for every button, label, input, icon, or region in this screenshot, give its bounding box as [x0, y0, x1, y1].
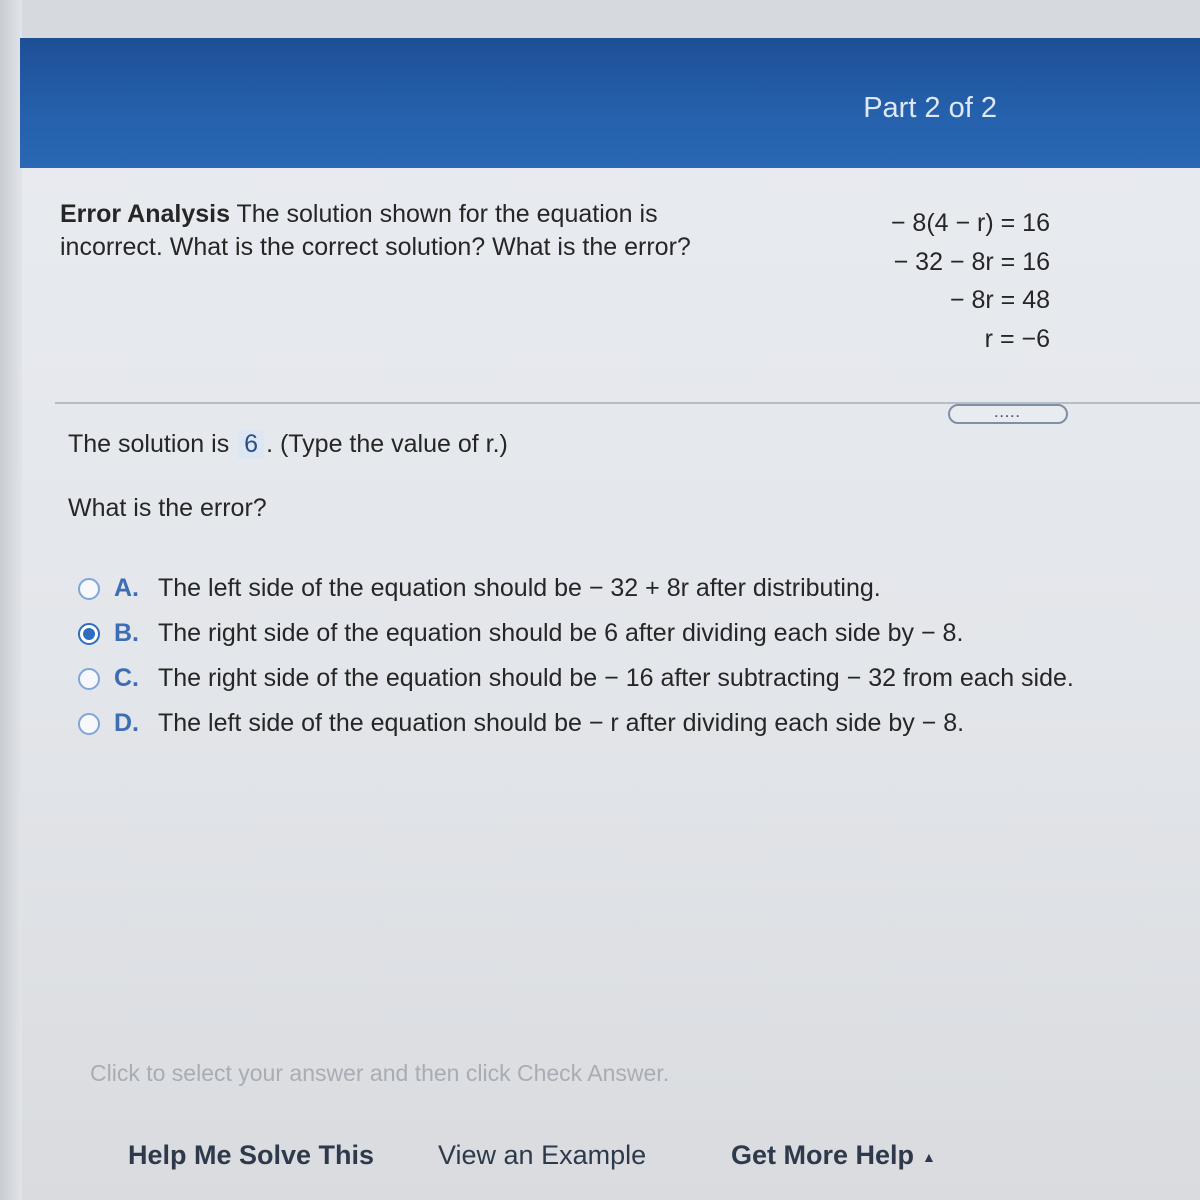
worked-solution	[850, 204, 1050, 358]
answer-choices	[78, 566, 1178, 746]
choice-letter: D.	[114, 709, 139, 737]
choice-text: The right side of the equation should be − 16 after subtracting − 32 from each side.	[158, 664, 1074, 692]
choice-text: The right side of the equation should be 6 after dividing each side by − 8.	[158, 619, 964, 647]
part-indicator: Part 2 of 2	[863, 92, 997, 124]
left-bezel	[0, 0, 22, 1200]
error-question: What is the error?	[68, 494, 267, 522]
radio-unselected-icon[interactable]	[78, 713, 100, 735]
solution-line	[68, 430, 508, 459]
equation-line: − 8(4 − r) = 16	[890, 209, 1050, 237]
solution-prefix: The solution is	[68, 430, 230, 458]
problem-title: Error Analysis	[60, 200, 230, 228]
equation-line: − 8r = 48	[949, 286, 1050, 314]
choice-b[interactable]	[78, 611, 1178, 656]
radio-unselected-icon[interactable]	[78, 668, 100, 690]
problem-text: The solution shown for the equation is incorrect. What is the correct solution? What is the error?	[60, 200, 691, 261]
choice-a[interactable]	[78, 566, 1178, 611]
view-example-button[interactable]: View an Example	[438, 1140, 647, 1170]
radio-unselected-icon[interactable]	[78, 578, 100, 600]
solution-answer-input[interactable]: 6	[238, 430, 264, 459]
solution-suffix: . (Type the value of r.)	[266, 430, 508, 458]
choice-letter: A.	[114, 574, 139, 602]
get-more-help-button[interactable]	[731, 1140, 936, 1171]
top-strip	[0, 0, 1200, 38]
choice-letter: C.	[114, 664, 139, 692]
help-me-solve-button[interactable]: Help Me Solve This	[128, 1140, 375, 1170]
get-more-help-label: Get More Help	[731, 1140, 915, 1170]
choice-text: The left side of the equation should be − 32 + 8r after distributing.	[158, 574, 881, 602]
radio-selected-icon[interactable]	[78, 623, 100, 645]
equation-line: − 32 − 8r = 16	[893, 247, 1050, 276]
equation-line: r = −6	[984, 324, 1050, 353]
choice-letter: B.	[114, 619, 139, 647]
choice-c[interactable]	[78, 656, 1178, 701]
caret-up-icon: ▲	[922, 1148, 936, 1165]
choice-text: The left side of the equation should be − r after dividing each side by − 8.	[158, 709, 965, 737]
instruction-hint: Click to select your answer and then click Check Answer.	[90, 1060, 670, 1086]
choice-d[interactable]	[78, 701, 1178, 746]
expand-more-button[interactable]: .....	[948, 404, 1068, 424]
header-bar	[20, 38, 1200, 168]
problem-statement	[60, 198, 760, 264]
